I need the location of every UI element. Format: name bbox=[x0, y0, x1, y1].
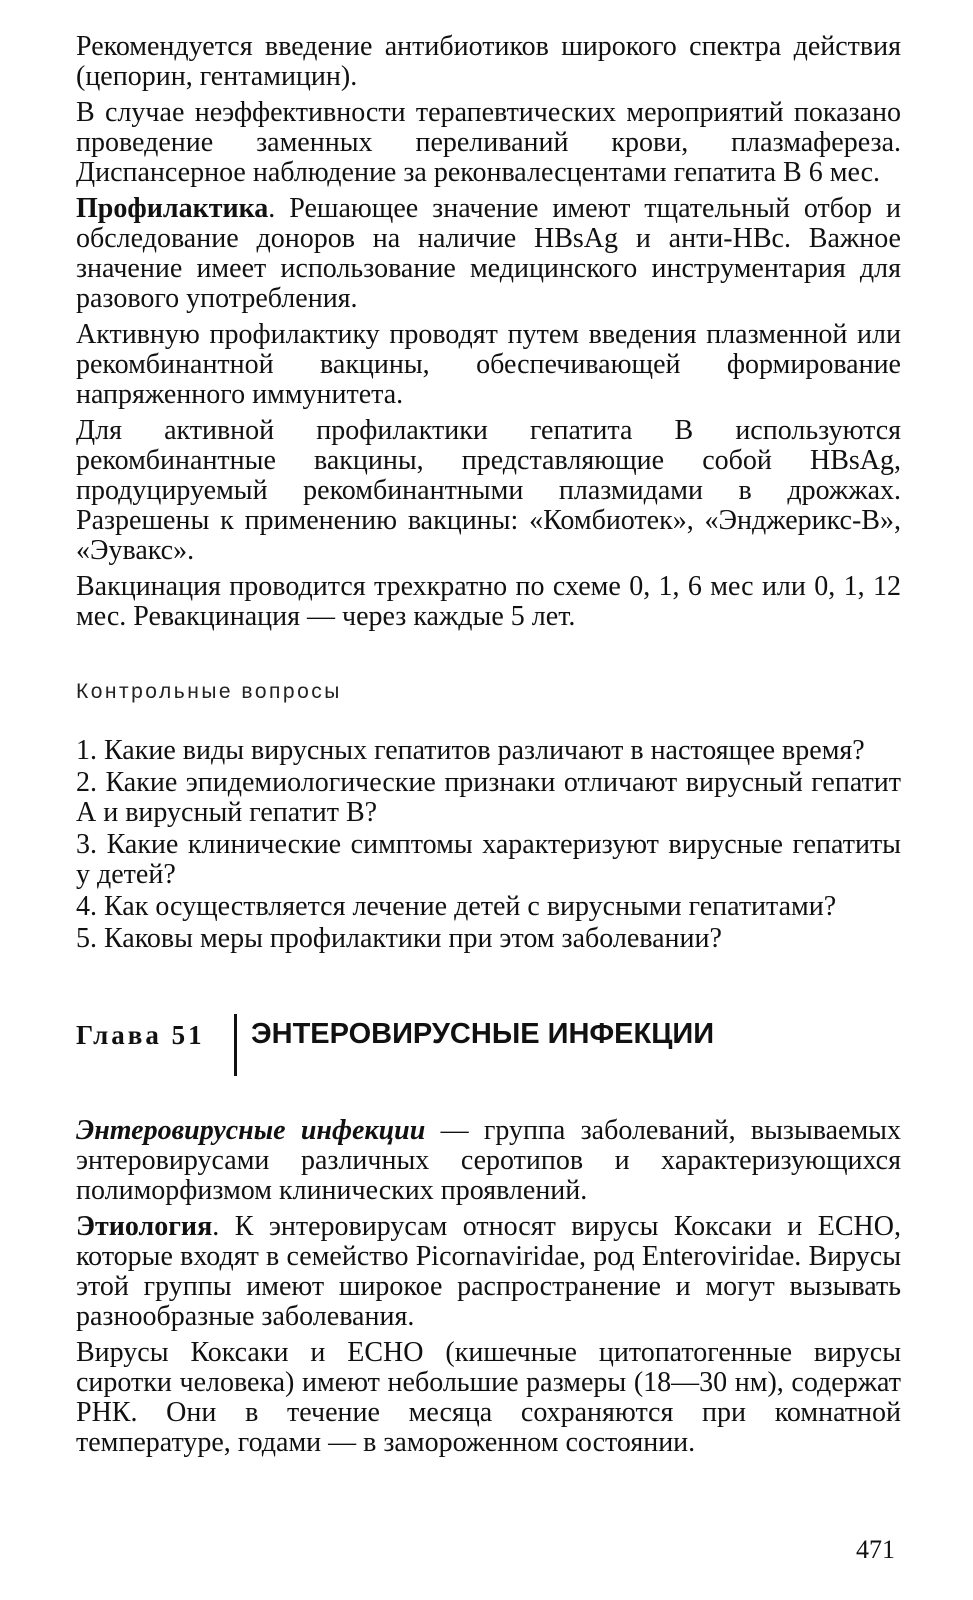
chapter-title: ЭНТЕРОВИРУСНЫЕ ИНФЕКЦИИ bbox=[251, 1018, 715, 1050]
paragraph-vaccination-schedule bbox=[76, 572, 901, 632]
paragraph-text: Вакцинация проводится трехкратно по схеме 0, 1, 6 мес или 0, 1, 12 мес. Ревакцинация — через каждые 5 лет. bbox=[76, 571, 901, 632]
paragraph-etiology bbox=[76, 1212, 901, 1332]
paragraph-text: Активную профилактику проводят путем введения плазменной или рекомбинантной вакцины, обеспечивающей формирование напряженного иммунитета. bbox=[76, 319, 901, 410]
definition-text: — группа заболеваний, вызываемых энтеровирусами различных серотипов и характеризующихся полиморфизмом клинических проявлений. bbox=[76, 1115, 901, 1206]
paragraph-definition bbox=[76, 1116, 901, 1206]
definition-term: Энтеровирусные инфекции bbox=[76, 1115, 426, 1146]
etiology-text: . К энтеровирусам относят вирусы Коксаки и ECHO, которые входят в семейство Picornaviridae, род Enteroviridae. Вирусы этой группы имеют широкое распространение и могут вызывать разнообразные заболевания. bbox=[76, 1211, 901, 1332]
paragraph-active-prophylaxis bbox=[76, 320, 901, 410]
paragraph-text: Для активной профилактики гепатита В используются рекомбинантные вакцины, представляющие собой HBsAg, продуцируемый рекомбинантными плазмидами в дрожжах. Разрешены к применению вакцины: «Комбиотек», «Энджерикс-В», «Эувакс». bbox=[76, 415, 901, 566]
prophylaxis-heading: Профилактика bbox=[76, 193, 269, 224]
question-item: 1. Какие виды вирусных гепатитов различают в настоящее время? bbox=[76, 735, 865, 766]
questions-title: Контрольные вопросы bbox=[76, 680, 342, 703]
question-item: 3. Какие клинические симптомы характеризуют вирусные гепатиты у детей? bbox=[76, 829, 901, 890]
chapter-number: Глава 51 bbox=[76, 1020, 205, 1050]
paragraph-text: Рекомендуется введение антибиотиков широкого спектра действия (цепорин, гентамицин). bbox=[76, 31, 901, 92]
paragraph-virus-properties bbox=[76, 1338, 901, 1458]
questions-list bbox=[76, 736, 901, 954]
question-item: 2. Какие эпидемиологические признаки отличают вирусный гепатит А и вирусный гепатит В? bbox=[76, 767, 901, 828]
prophylaxis-text: . Решающее значение имеют тщательный отбор и обследование доноров на наличие HBsAg и анти-HBc. Важное значение имеет использование медицинского инструментария для разового употребления. bbox=[76, 193, 901, 314]
etiology-heading: Этиология bbox=[76, 1211, 213, 1242]
paragraph-text bbox=[76, 1212, 901, 1332]
question-item: 5. Каковы меры профилактики при этом заболевании? bbox=[76, 923, 722, 954]
paragraph-text: В случае неэффективности терапевтических мероприятий показано проведение заменных переливаний крови, плазмафереза. Диспансерное наблюдение за реконвалесцентами гепатита В 6 мес. bbox=[76, 97, 901, 188]
chapter-divider bbox=[234, 1014, 237, 1076]
page-number: 471 bbox=[856, 1535, 895, 1564]
chapter-heading bbox=[76, 1014, 901, 1076]
paragraph-transfusion bbox=[76, 98, 901, 188]
paragraph-text bbox=[76, 1116, 901, 1206]
question-item: 4. Как осуществляется лечение детей с вирусными гепатитами? bbox=[76, 891, 837, 922]
paragraph-text: Вирусы Коксаки и ECHO (кишечные цитопатогенные вирусы сиротки человека) имеют небольшие размеры (18—30 нм), содержат РНК. Они в течение месяца сохраняются при комнатной температуре, годами — в замороженном состоянии. bbox=[76, 1337, 901, 1458]
paragraph-text bbox=[76, 194, 901, 314]
paragraph-antibiotics bbox=[76, 32, 901, 92]
paragraph-vaccines bbox=[76, 416, 901, 566]
paragraph-prophylaxis bbox=[76, 194, 901, 314]
